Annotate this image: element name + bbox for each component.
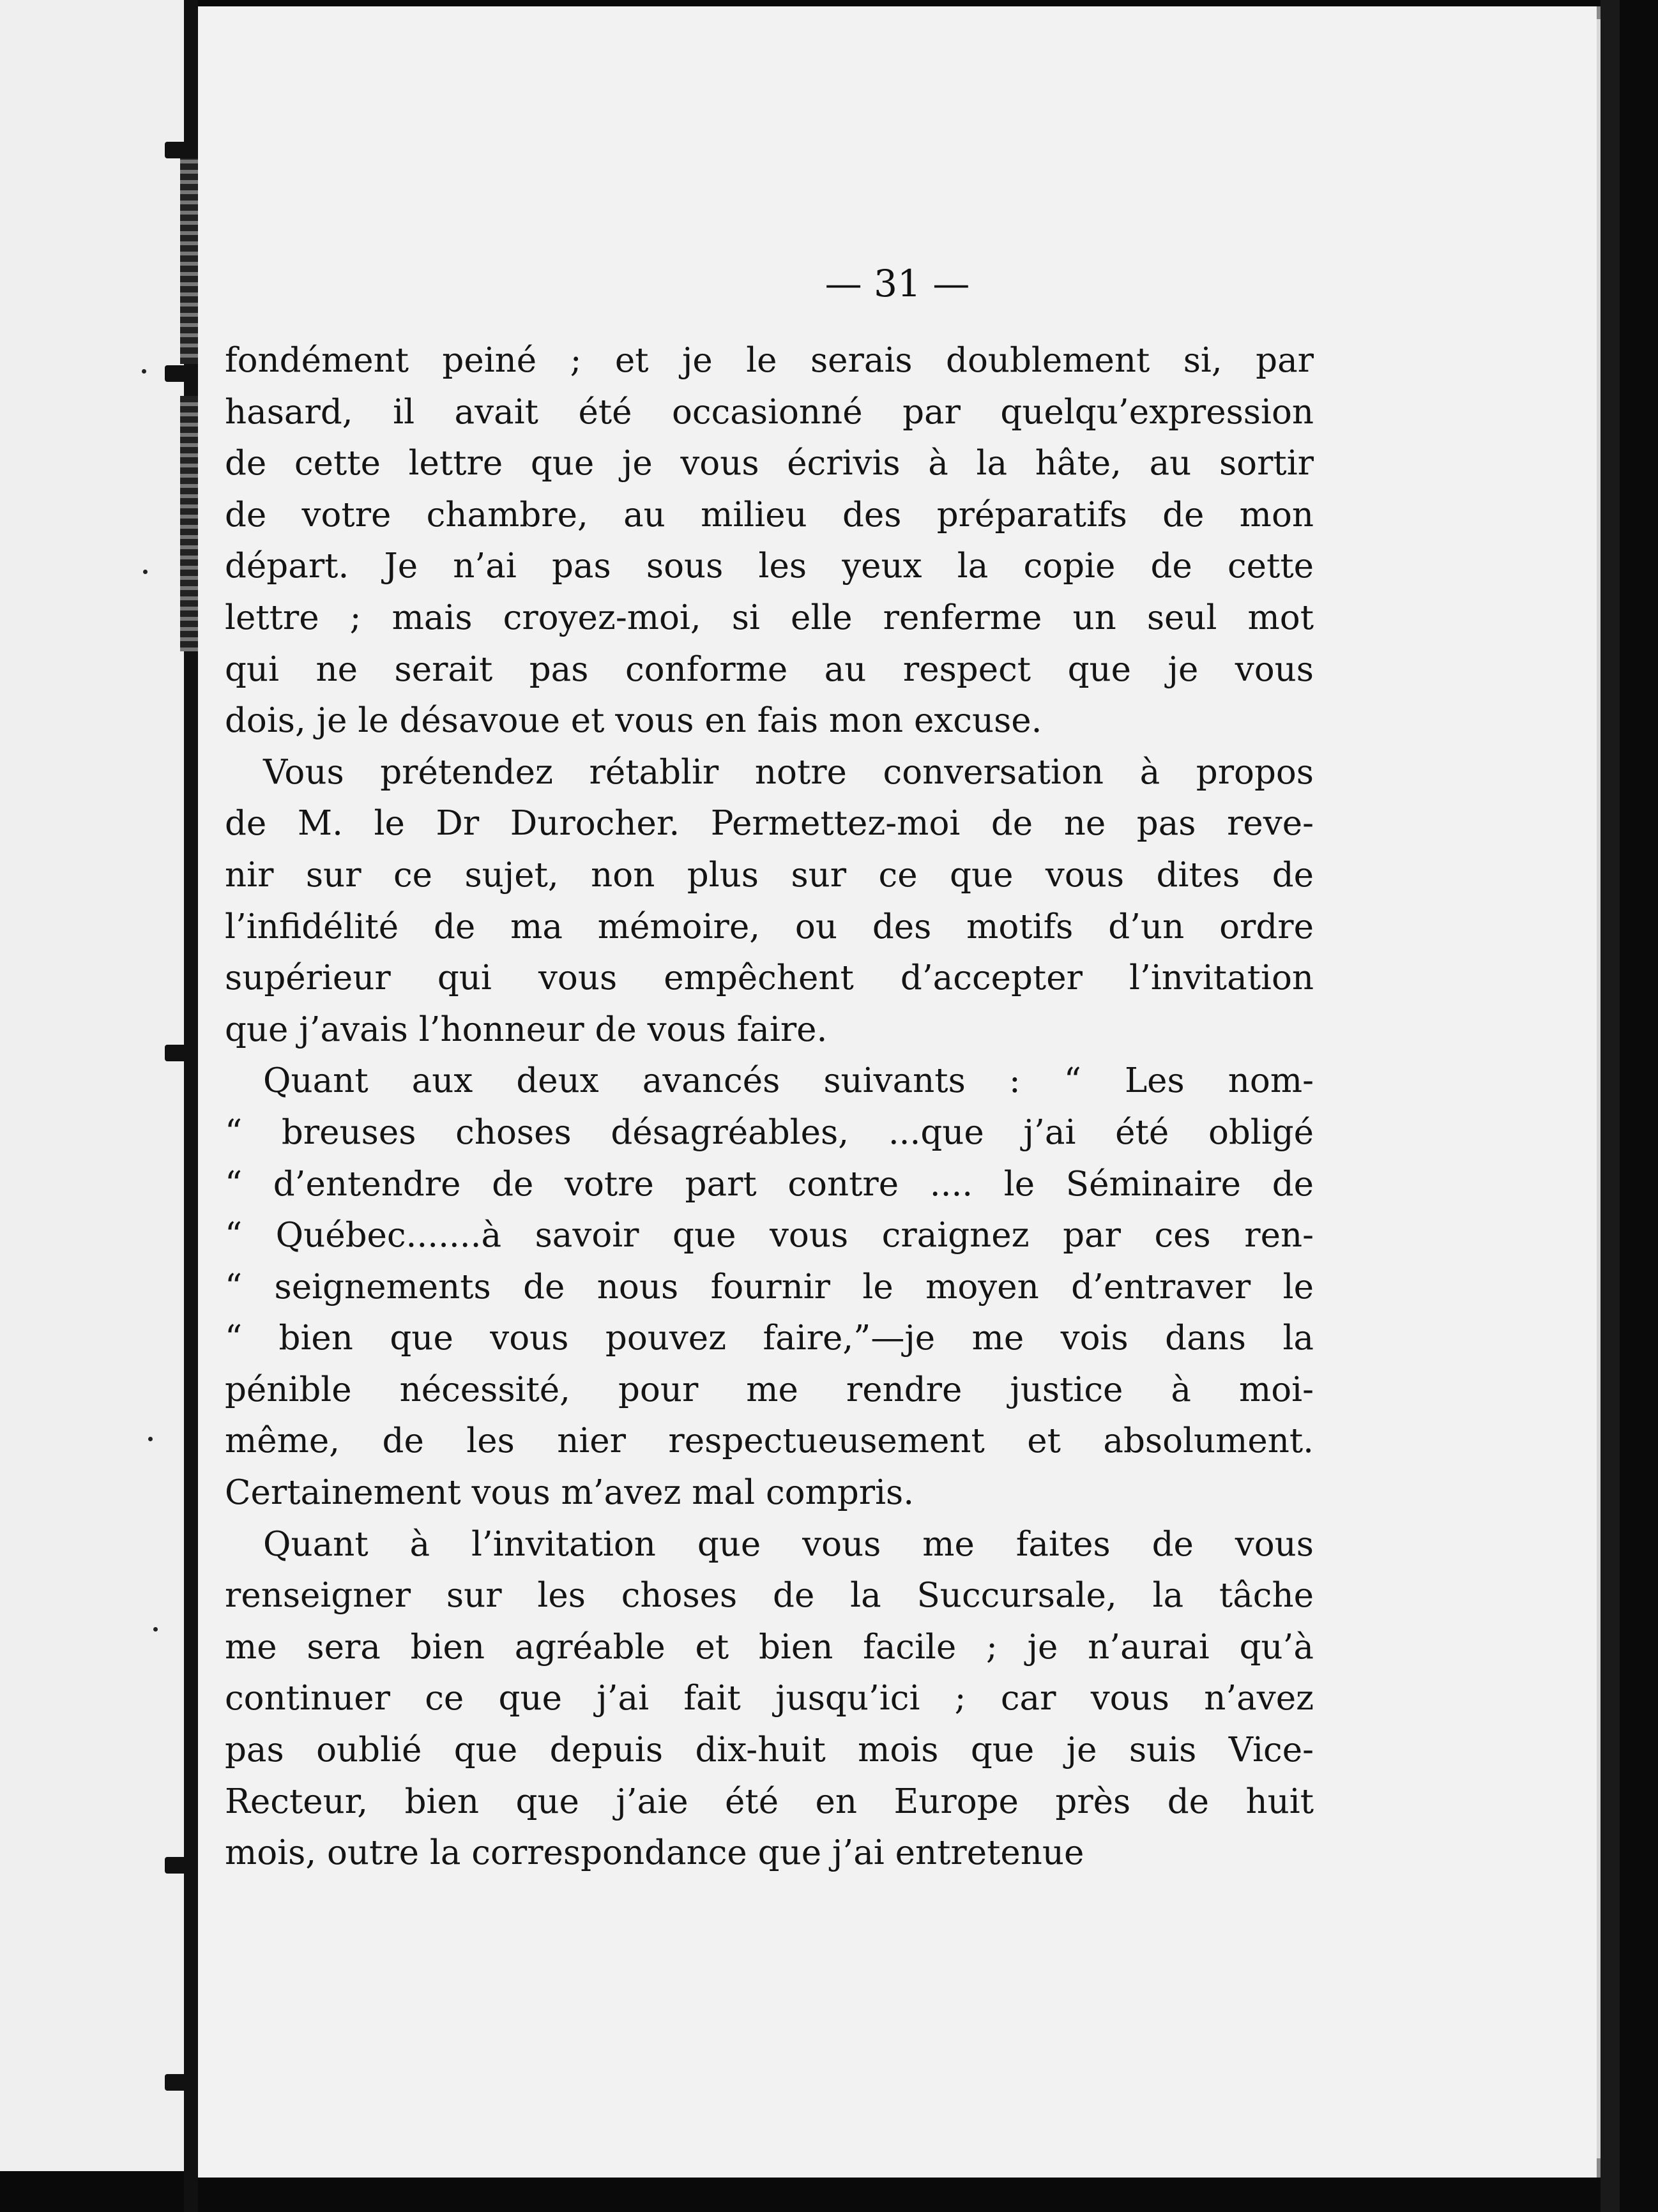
paper-speck: [142, 369, 146, 374]
text-line: “ d’entendre de votre part contre .... le Séminaire de: [225, 1164, 1314, 1204]
text-line: me sera bien agréable et bien facile ; je n’aurai qu’à: [225, 1627, 1314, 1667]
binding-thread: [180, 396, 199, 651]
text-line: hasard, il avait été occasionné par quelqu’expression: [225, 392, 1314, 432]
text-line: départ. Je n’ai pas sous les yeux la copie de cette: [225, 547, 1314, 586]
text-line: pas oublié que depuis dix-huit mois que je suis Vice-: [225, 1731, 1314, 1770]
text-line: continuer ce que j’ai fait jusqu’ici ; car vous n’avez: [225, 1679, 1314, 1718]
text-line: supérieur qui vous empêchent d’accepter l’invitation: [225, 958, 1314, 998]
text-line: Certainement vous m’avez mal compris.: [225, 1473, 915, 1513]
text-line: “ Québec.......à savoir que vous craignez par ces ren-: [225, 1216, 1314, 1255]
paragraph: [225, 747, 1314, 1056]
page-number: — 31 —: [825, 262, 970, 305]
text-line: même, de les nier respectueusement et absolument.: [225, 1421, 1314, 1461]
text-line: dois, je le désavoue et vous en fais mon excuse.: [225, 701, 1042, 741]
text-line: “ bien que vous pouvez faire,”—je me vois dans la: [225, 1319, 1314, 1358]
text-line: mois, outre la correspondance que j’ai entretenue: [225, 1833, 1084, 1873]
text-line: renseigner sur les choses de la Succursale, la tâche: [225, 1576, 1314, 1616]
text-line: Quant à l’invitation que vous me faites de vous: [263, 1524, 1314, 1564]
paper-speck: [148, 1437, 153, 1441]
paragraph: [225, 335, 1314, 747]
text-line: qui ne serait pas conforme au respect que je vous: [225, 649, 1314, 689]
text-line: “ breuses choses désagréables, ...que j’ai été obligé: [225, 1112, 1314, 1152]
text-line: l’infidélité de ma mémoire, ou des motifs d’un ordre: [225, 907, 1314, 946]
body-text: [225, 335, 1314, 1879]
text-line: fondément peiné ; et je le serais doublement si, par: [225, 341, 1314, 380]
facing-page-edge: [0, 0, 185, 2171]
paper-speck: [153, 1627, 158, 1632]
text-line: Vous prétendez rétablir notre conversation à propos: [263, 752, 1314, 792]
text-line: pénible nécessité, pour me rendre justice à moi-: [225, 1370, 1314, 1409]
paragraph: [225, 1519, 1314, 1879]
text-line: de cette lettre que je vous écrivis à la hâte, au sortir: [225, 444, 1314, 483]
paper-speck: [143, 570, 148, 574]
text-line: que j’avais l’honneur de vous faire.: [225, 1010, 828, 1049]
text-line: “ seignements de nous fournir le moyen d’entraver le: [225, 1267, 1314, 1307]
text-line: nir sur ce sujet, non plus sur ce que vous dites de: [225, 855, 1314, 895]
text-line: de M. le Dr Durocher. Permettez-moi de ne pas reve-: [225, 804, 1314, 844]
text-line: de votre chambre, au milieu des préparatifs de mon: [225, 495, 1314, 534]
text-line: Recteur, bien que j’aie été en Europe près de huit: [225, 1782, 1314, 1821]
paragraph: [225, 1056, 1314, 1519]
text-line: Quant aux deux avancés suivants : “ Les nom-: [263, 1061, 1314, 1101]
binding-thread: [180, 153, 199, 364]
text-line: lettre ; mais croyez-moi, si elle renferme un seul mot: [225, 598, 1314, 637]
page-edge-shadow: [1601, 0, 1620, 2212]
